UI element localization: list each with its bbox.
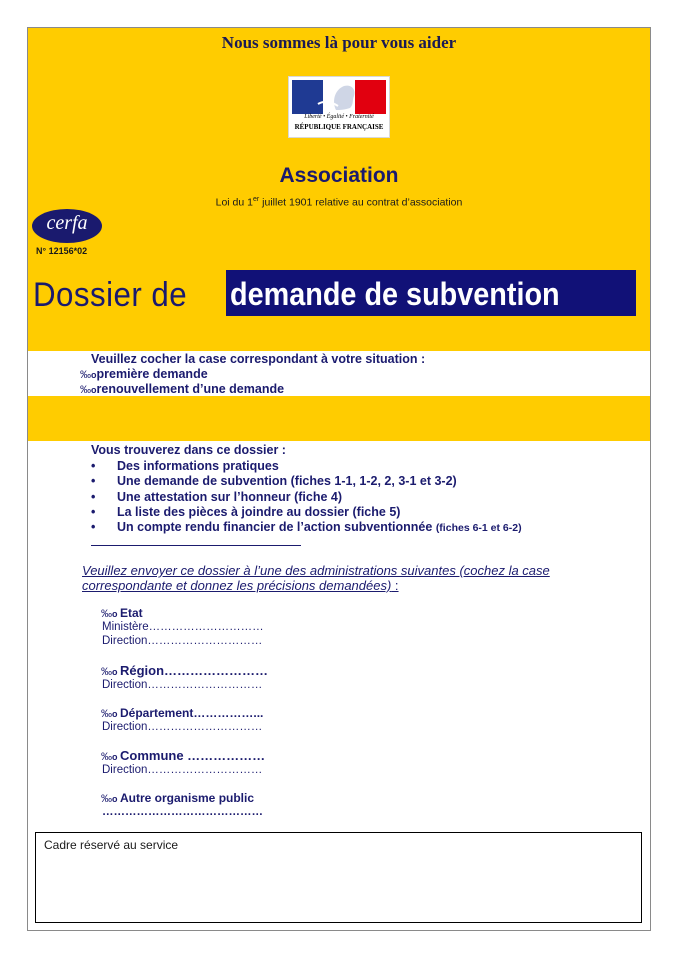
cerfa-number: N° 12156*02 xyxy=(36,246,88,256)
title-highlight xyxy=(226,270,636,316)
republic-motto: Liberté • Égalité • Fraternité xyxy=(304,114,374,120)
etat-direction-field[interactable]: Direction………………………… xyxy=(102,635,263,647)
divider xyxy=(91,545,301,546)
region-option[interactable]: ‰o Région…………………… xyxy=(101,663,269,678)
list-item: • Une demande de subvention (fiches 1-1, 1-2, 2, 3-1 et 3-2) xyxy=(91,474,457,489)
middle-band xyxy=(28,396,650,441)
send-instructions: Veuillez envoyer ce dossier à l’une des administrations suivantes (cochez la case correspondante et donnez les précisions demandées) : xyxy=(82,563,550,593)
law-superscript: er xyxy=(253,196,260,203)
title-part1: Dossier de xyxy=(33,276,188,314)
checkbox-icon[interactable]: ‰ xyxy=(80,384,91,396)
region-direction-field[interactable]: Direction………………………… xyxy=(102,679,263,691)
service-box-label: Cadre réservé au service xyxy=(44,838,179,852)
checkbox-icon[interactable]: ‰ xyxy=(101,751,112,763)
law-reference xyxy=(28,196,650,209)
law-suffix: juillet 1901 relative au contrat d’association xyxy=(259,196,463,209)
option-label: renouvellement d’une demande xyxy=(96,382,285,396)
list-item: • Un compte rendu financier de l’action subventionnée (fiches 6-1 et 6-2) xyxy=(91,520,522,535)
etat-option[interactable]: ‰o Etat xyxy=(101,606,143,620)
commune-direction-field[interactable]: Direction………………………… xyxy=(102,764,263,776)
list-item: • Une attestation sur l’honneur (fiche 4) xyxy=(91,489,343,504)
commune-option[interactable]: ‰o Commune ……………… xyxy=(101,748,266,763)
contents-list xyxy=(91,459,522,535)
autre-option[interactable]: ‰o Autre organisme public xyxy=(101,791,255,805)
law-prefix: Loi du 1 xyxy=(215,196,253,209)
checkbox-icon[interactable]: ‰ xyxy=(101,793,112,805)
first-request-option[interactable]: ‰opremière demande xyxy=(80,367,208,381)
cerfa-logo-text: cerfa xyxy=(46,212,88,234)
header-title: Nous sommes là pour vous aider xyxy=(221,33,457,52)
marianne-flag-icon xyxy=(292,80,386,114)
checkbox-icon[interactable]: ‰ xyxy=(101,608,112,620)
title-part2: demande de subvention xyxy=(230,276,560,312)
autre-field[interactable]: …………………………………… xyxy=(102,806,263,818)
contents-title: Vous trouverez dans ce dossier : xyxy=(91,443,286,457)
list-item: • Des informations pratiques xyxy=(91,459,279,473)
checkbox-icon[interactable]: ‰ xyxy=(101,666,112,678)
departement-option[interactable]: ‰o Département……………... xyxy=(101,706,264,720)
checkbox-icon[interactable]: ‰ xyxy=(101,708,112,720)
form-category: Association xyxy=(279,164,399,187)
option-label: première demande xyxy=(96,367,208,381)
ministere-field[interactable]: Ministère………………………… xyxy=(102,621,264,633)
cerfa-logo xyxy=(32,209,102,243)
service-box xyxy=(35,832,642,923)
marianne-logo xyxy=(288,76,390,138)
renewal-option[interactable]: ‰orenouvellement d’une demande xyxy=(80,382,285,396)
checkbox-icon[interactable]: ‰ xyxy=(80,369,91,381)
republic-name: RÉPUBLIQUE FRANÇAISE xyxy=(294,123,384,131)
departement-direction-field[interactable]: Direction………………………… xyxy=(102,721,263,733)
list-item: • La liste des pièces à joindre au dossier (fiche 5) xyxy=(91,504,401,519)
situation-prompt: Veuillez cocher la case correspondant à votre situation : xyxy=(91,352,426,366)
